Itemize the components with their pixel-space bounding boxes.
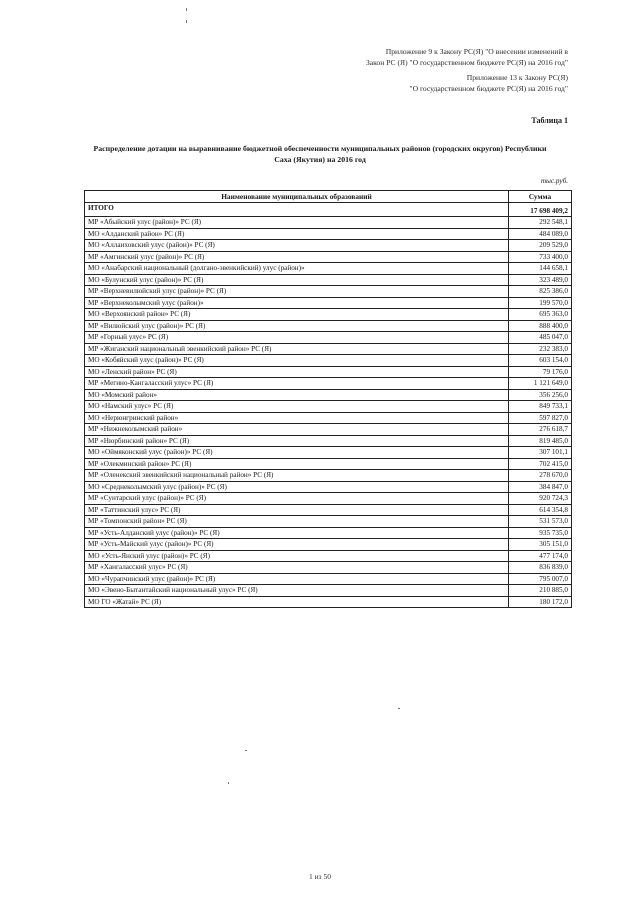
title-line-1: Распределение дотации на выравнивание бюджетной обеспеченности муниципальных районов (городских округов) Республики	[93, 144, 547, 153]
table-row	[85, 366, 572, 378]
table-row	[85, 401, 572, 413]
subsidy-amount: 323 489,0	[509, 274, 572, 286]
subsidy-amount: 825 386,0	[509, 286, 572, 298]
scan-speck	[245, 750, 247, 751]
municipality-name: МР «Вилюйский улус (район)» РС (Я)	[85, 320, 509, 332]
subsidy-amount: 210 885,0	[509, 585, 572, 597]
subsidy-amount: 477 174,0	[509, 550, 572, 562]
appendix-line-2: Закон РС (Я) "О государственном бюджете РС(Я) на 2016 год"	[365, 57, 568, 67]
document-title	[60, 143, 580, 165]
subsidy-amount: 614 354,8	[509, 504, 572, 516]
municipality-name: МР «Нюрбинский район» РС (Я)	[85, 435, 509, 447]
table-row	[85, 320, 572, 332]
municipality-name: МО «Верхоянский район» РС (Я)	[85, 309, 509, 321]
table-row	[85, 309, 572, 321]
table-row	[85, 435, 572, 447]
subsidy-amount: 307 101,1	[509, 447, 572, 459]
municipality-name: МО «Усть-Янский улус (район)» РС (Я)	[85, 550, 509, 562]
subsidy-amount: 209 529,0	[509, 240, 572, 252]
subsidy-amount: 485 047,0	[509, 332, 572, 344]
subsidy-table	[84, 190, 572, 608]
table-number: Таблица 1	[531, 116, 568, 125]
table-row	[85, 424, 572, 436]
units-label: тыс.руб.	[540, 177, 568, 185]
subsidy-amount: 836 839,0	[509, 562, 572, 574]
table-row	[85, 240, 572, 252]
table-row	[85, 573, 572, 585]
subsidy-amount: 733 400,0	[509, 251, 572, 263]
column-header-name: Наименование муниципальных образований	[85, 191, 509, 203]
appendix-header-2	[409, 73, 568, 94]
table-row	[85, 251, 572, 263]
scan-speck	[228, 782, 229, 784]
subsidy-amount: 180 172,0	[509, 596, 572, 608]
municipality-name: МР «Усть-Майский улус (район)» РС (Я)	[85, 539, 509, 551]
table-row	[85, 504, 572, 516]
table-row	[85, 585, 572, 597]
municipality-name: МР «Нижнеколымский район»	[85, 424, 509, 436]
municipality-name: МР «Оленекский эвенкийский национальный район» РС (Я)	[85, 470, 509, 482]
subsidy-amount: 795 007,0	[509, 573, 572, 585]
municipality-name: МР «Жиганский национальный эвенкийский район» РС (Я)	[85, 343, 509, 355]
subsidy-amount: 849 733,1	[509, 401, 572, 413]
subsidy-amount: 597 827,0	[509, 412, 572, 424]
subsidy-amount: 278 670,0	[509, 470, 572, 482]
municipality-name: МР «Хангаласский улус» РС (Я)	[85, 562, 509, 574]
municipality-name: МО «Алданский район» РС (Я)	[85, 228, 509, 240]
municipality-name: МР «Сунтарский улус (район)» РС (Я)	[85, 493, 509, 505]
column-header-sum: Сумма	[509, 191, 572, 203]
municipality-name: МО «Кобяйский улус (район)» РС (Я)	[85, 355, 509, 367]
subsidy-amount: 144 658,1	[509, 263, 572, 275]
municipality-name: МР «Горный улус» РС (Я)	[85, 332, 509, 344]
table-row	[85, 378, 572, 390]
table-row	[85, 412, 572, 424]
municipality-name: МР «Мегино-Кангаласский улус» РС (Я)	[85, 378, 509, 390]
table-row	[85, 355, 572, 367]
subsidy-amount: 484 089,0	[509, 228, 572, 240]
total-value: 17 698 409,2	[509, 203, 572, 217]
subsidy-amount: 1 121 649,0	[509, 378, 572, 390]
subsidy-amount: 888 400,0	[509, 320, 572, 332]
appendix-line-3: Приложение 13 к Закону РС(Я)	[466, 73, 568, 82]
scan-speck	[398, 708, 400, 709]
subsidy-amount: 702 415,0	[509, 458, 572, 470]
appendix-line-4: "О государственном бюджете РС(Я) на 2016 год"	[409, 83, 568, 93]
municipality-name: МО «Среднеколымский улус (район)» РС (Я)	[85, 481, 509, 493]
subsidy-amount: 531 573,0	[509, 516, 572, 528]
scan-speck	[186, 20, 187, 23]
municipality-name: МО «Булунский улус (район)» РС (Я)	[85, 274, 509, 286]
municipality-name: МР «Усть-Алданский улус (район)» РС (Я)	[85, 527, 509, 539]
total-row	[85, 203, 572, 217]
table-row	[85, 332, 572, 344]
table-row	[85, 458, 572, 470]
subsidy-amount: 920 724,3	[509, 493, 572, 505]
municipality-name: МО «Ленский район» РС (Я)	[85, 366, 509, 378]
subsidy-amount: 292 548,1	[509, 217, 572, 229]
table-row	[85, 481, 572, 493]
municipality-name: МР «Олекминский район» РС (Я)	[85, 458, 509, 470]
subsidy-amount: 603 154,0	[509, 355, 572, 367]
table-row	[85, 389, 572, 401]
table-row	[85, 493, 572, 505]
table-row	[85, 286, 572, 298]
scan-speck	[186, 8, 187, 11]
municipality-name: МР «Абыйский улус (район)» РС (Я)	[85, 217, 509, 229]
subsidy-amount: 276 618,7	[509, 424, 572, 436]
table-row	[85, 447, 572, 459]
total-label: ИТОГО	[85, 203, 509, 217]
table-row	[85, 228, 572, 240]
subsidy-amount: 384 847,0	[509, 481, 572, 493]
table-row	[85, 516, 572, 528]
municipality-name: МР «Верхневилюйский улус (район)» РС (Я)	[85, 286, 509, 298]
municipality-name: МО «Нерюнгринский район»	[85, 412, 509, 424]
municipality-name: МР «Томпонский район» РС (Я)	[85, 516, 509, 528]
municipality-name: МО «Оймяконский улус (район)» РС (Я)	[85, 447, 509, 459]
municipality-name: МР «Амгинский улус (район)» РС (Я)	[85, 251, 509, 263]
table-row	[85, 297, 572, 309]
appendix-header	[366, 47, 568, 68]
subsidy-amount: 199 570,0	[509, 297, 572, 309]
table-header-row	[85, 191, 572, 203]
municipality-name: МР «Верхнеколымский улус (район)»	[85, 297, 509, 309]
table-row	[85, 596, 572, 608]
municipality-name: МО «Намский улус» РС (Я)	[85, 401, 509, 413]
municipality-name: МО «Эвено-Бытантайский национальный улус» РС (Я)	[85, 585, 509, 597]
subsidy-amount: 695 363,0	[509, 309, 572, 321]
municipality-name: МО ГО «Жатай» РС (Я)	[85, 596, 509, 608]
subsidy-amount: 305 151,0	[509, 539, 572, 551]
table-row	[85, 470, 572, 482]
page-number: 1 из 50	[309, 872, 331, 881]
table-row	[85, 550, 572, 562]
title-line-2: Саха (Якутия) на 2016 год	[274, 155, 366, 164]
municipality-name: МО «Чурапчинский улус (район)» РС (Я)	[85, 573, 509, 585]
table-row	[85, 562, 572, 574]
subsidy-amount: 232 383,0	[509, 343, 572, 355]
subsidy-amount: 935 735,0	[509, 527, 572, 539]
table-row	[85, 539, 572, 551]
municipality-name: МО «Момский район»	[85, 389, 509, 401]
table-row	[85, 263, 572, 275]
municipality-name: МО «Аллаиховский улус (район)» РС (Я)	[85, 240, 509, 252]
table-row	[85, 274, 572, 286]
municipality-name: МО «Анабарский национальный (долгано-эвенкийский) улус (район)»	[85, 263, 509, 275]
subsidy-amount: 79 176,0	[509, 366, 572, 378]
subsidy-amount: 819 485,0	[509, 435, 572, 447]
table-row	[85, 527, 572, 539]
subsidy-amount: 356 256,0	[509, 389, 572, 401]
table-row	[85, 343, 572, 355]
appendix-line-1: Приложение 9 к Закону РС(Я) "О внесении изменений в	[385, 47, 568, 56]
municipality-name: МР «Таттинский улус» РС (Я)	[85, 504, 509, 516]
table-row	[85, 217, 572, 229]
